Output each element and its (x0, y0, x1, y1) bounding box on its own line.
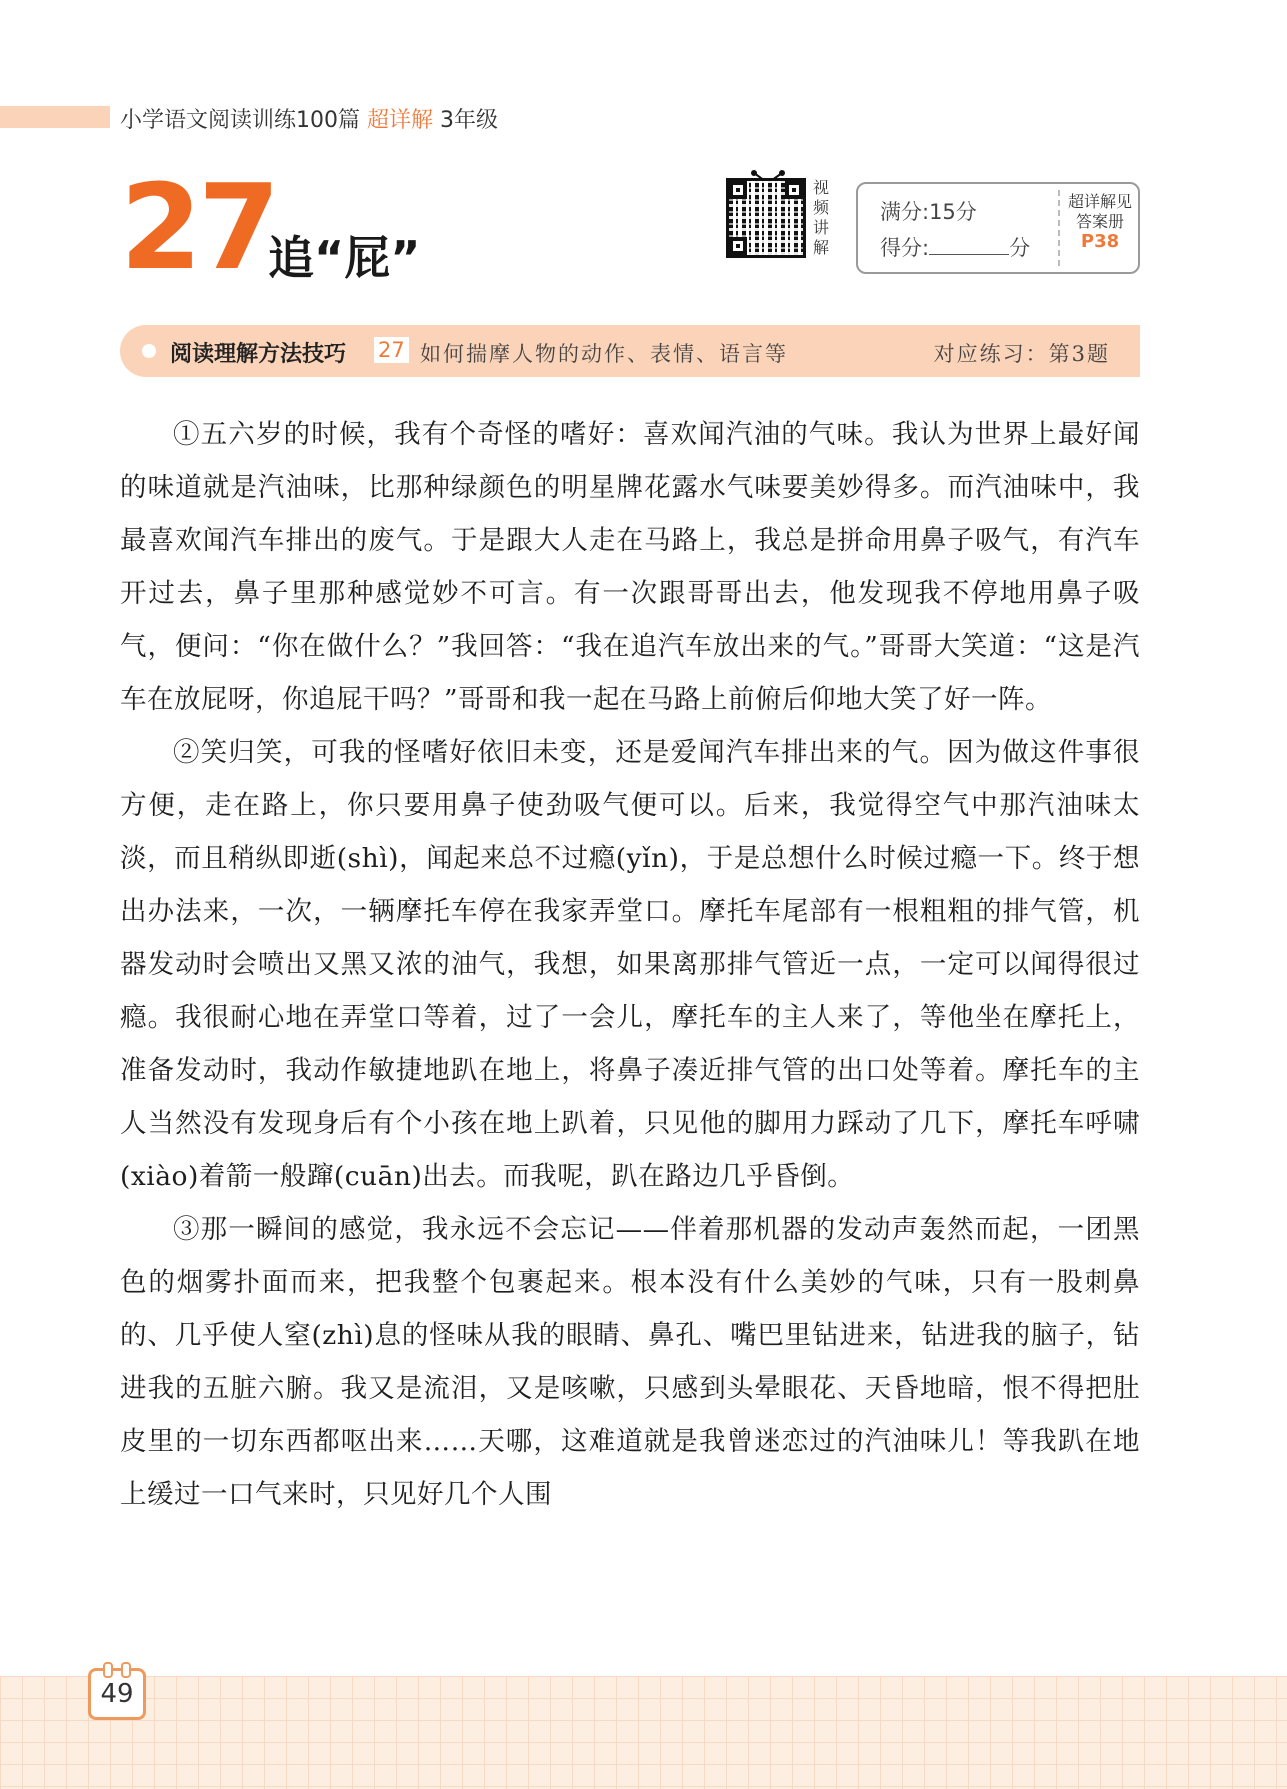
score-unit: 分 (1009, 236, 1031, 260)
page-number: 49 (100, 1679, 134, 1709)
answer-reference (1062, 192, 1138, 252)
qr-caption-char: 视 (812, 178, 829, 197)
qr-caption-char: 讲 (812, 218, 829, 237)
video-qr-block[interactable] (726, 178, 829, 258)
footer-grid (0, 1676, 1287, 1789)
score-entry (880, 232, 1030, 262)
paragraph-2: ②笑归笑，可我的怪嗜好依旧未变，还是爱闻汽车排出来的气。因为做这件事很方便，走在路上，你只要用鼻子使劲吸气便可以。后来，我觉得空气中那汽油味太淡，而且稍纵即逝(shì)，闻起来总不过瘾(yǐn)，于是总想什么时候过瘾一下。终于想出办法来，一次，一辆摩托车停在我家弄堂口。摩托车尾部有一根粗粗的排气管，机器发动时会喷出又黑又浓的油气，我想，如果离那排气管近一点，一定可以闻得很过瘾。我很耐心地在弄堂口等着，过了一会儿，摩托车的主人来了，等他坐在摩托上，准备发动时，我动作敏捷地趴在地上，将鼻子凑近排气管的出口处等着。摩托车的主人当然没有发现身后有个小孩在地上趴着，只见他的脚用力踩动了几下，摩托车呼啸(xiào)着箭一般蹿(cuān)出去。而我呢，趴在路边几乎昏倒。 (120, 737, 1140, 1192)
header-accent-bar (0, 106, 110, 128)
book-header (120, 103, 498, 134)
method-banner (120, 325, 1140, 377)
qr-code-icon[interactable] (726, 178, 806, 258)
score-divider (1058, 190, 1060, 266)
method-number: 27 (374, 337, 409, 363)
method-topic: 如何揣摩人物的动作、表情、语言等 (420, 342, 788, 366)
book-highlight: 超详解 (367, 108, 434, 133)
answer-ref-page: P38 (1080, 231, 1120, 252)
article-body (120, 408, 1140, 1521)
bullet-dot-icon (142, 344, 156, 358)
lesson-number: 27 (120, 158, 277, 296)
score-box (856, 182, 1140, 274)
book-title: 小学语文阅读训练100篇 (120, 108, 360, 133)
qr-caption (810, 178, 832, 258)
qr-caption-char: 频 (812, 198, 829, 217)
method-practice: 对应练习：第3题 (933, 342, 1110, 366)
paragraph-1: ①五六岁的时候，我有个奇怪的嗜好：喜欢闻汽油的气味。我认为世界上最好闻的味道就是汽油味，比那种绿颜色的明星牌花露水气味要美妙得多。而汽油味中，我最喜欢闻汽车排出的废气。于是跟大人走在马路上，我总是拼命用鼻子吸气，有汽车开过去，鼻子里那种感觉妙不可言。有一次跟哥哥出去，他发现我不停地用鼻子吸气，便问：“你在做什么？”我回答：“我在追汽车放出来的气。”哥哥大笑道：“这是汽车在放屁呀，你追屁干吗？”哥哥和我一起在马路上前俯后仰地大笑了好一阵。 (120, 419, 1140, 715)
score-label: 得分: (880, 236, 930, 260)
paragraph-3: ③那一瞬间的感觉，我永远不会忘记——伴着那机器的发动声轰然而起，一团黑色的烟雾扑面而来，把我整个包裹起来。根本没有什么美妙的气味，只有一股刺鼻的、几乎使人窒(zhì)息的怪味从我的眼睛、鼻孔、嘴巴里钻进来，钻进我的脑子，钻进我的五脏六腑。我又是流泪，又是咳嗽，只感到头晕眼花、天昏地暗，恨不得把肚皮里的一切东西都呕出来……天哪，这难道就是我曾迷恋过的汽油味儿！等我趴在地上缓过一口气来时，只见好几个人围 (120, 1214, 1140, 1510)
qr-caption-char: 解 (812, 238, 829, 257)
calendar-ring-icon (103, 1662, 113, 1678)
full-score: 满分:15分 (880, 200, 977, 224)
lesson-title: 追“屁” (268, 231, 421, 285)
answer-ref-line2: 答案册 (1075, 212, 1124, 231)
book-grade: 3年级 (440, 108, 499, 133)
method-label: 阅读理解方法技巧 (170, 342, 347, 367)
answer-ref-line1: 超详解见 (1067, 192, 1132, 211)
page-number-badge (88, 1668, 146, 1720)
score-blank[interactable] (929, 238, 1009, 255)
calendar-ring-icon (121, 1662, 131, 1678)
